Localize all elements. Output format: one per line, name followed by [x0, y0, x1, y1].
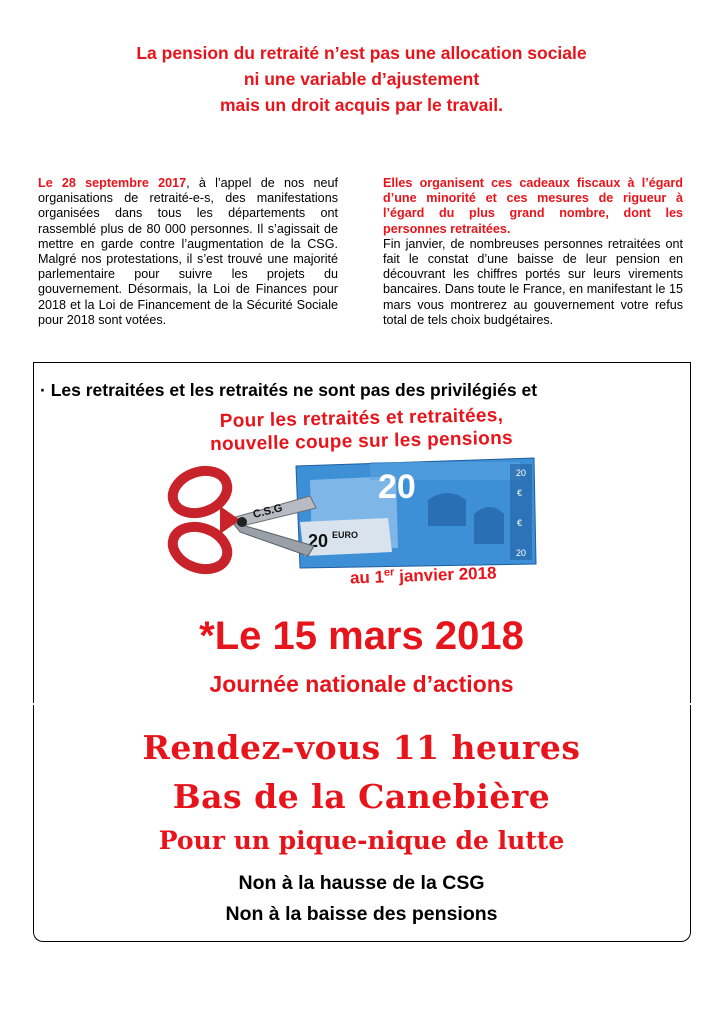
header-line-2: ni une variable d’ajustement: [243, 69, 480, 89]
banknote-cut-piece: [300, 518, 392, 556]
rendezvous-place: Bas de la Canebière: [172, 777, 551, 816]
banknote-big-value: 20: [378, 468, 416, 506]
header-line-1: La pension du retraité n’est pas une allocation sociale: [136, 43, 587, 63]
poster-title-line-2: nouvelle coupe sur les pensions: [209, 427, 514, 456]
right-column-text: [383, 176, 683, 328]
right-column-lead: Elles organisent ces cadeaux fiscaux à l’égard d’une minorité et ces mesures de rigueur à l’égard du plus grand nombre, dont les personnes retraitées.: [383, 176, 683, 236]
right-column-body: Fin janvier, de nombreuses personnes retraitées ont fait le constat d’une baisse de leur pension en découvrant les chiffres portés sur leurs virements bancaires. Dans toute le France, en manifestant le 15 mars vous montrerez au gouvernement votre refus total de tels choix budgétaires.: [383, 236, 683, 327]
rendezvous-purpose: Pour un pique-nique de lutte: [158, 826, 565, 855]
left-column-lead: Le 28 septembre 2017: [38, 176, 187, 190]
poster-intro: · Les retraitées et les retraités ne sont pas des privilégiés et: [40, 380, 538, 400]
page-header: [0, 40, 723, 118]
slogan-csg: Non à la hausse de la CSG: [238, 872, 485, 894]
scissors-label: C.S.G: [251, 502, 284, 521]
left-column-text: [38, 176, 338, 328]
banknote-small-value: 20: [308, 531, 329, 551]
header-line-3: mais un droit acquis par le travail.: [219, 95, 503, 115]
scissors-icon: [167, 464, 316, 576]
poster-date-prefix: au 1: [349, 567, 385, 588]
banknote-unit: EURO: [332, 530, 359, 540]
left-column-body: , à l’appel de nos neuf organisations de retraité-e-s, des manifestations organisées dans tous les départements ont rassemblé plus de 80 000 personnes. Il s’agissait de mettre en garde contre l’augmentation de la CSG. Malgré nos protestations, il s’est trouvé une majorité parlementaire pour suivre les projets du gouvernement. Désormais, la Loi de Finances pour 2018 et la Loi de Financement de la Sécurité Sociale pour 2018 sont votées.: [38, 176, 338, 327]
poster-date-sup: er: [383, 566, 395, 579]
banknote-corner-value-top: 20: [516, 468, 527, 478]
banknote-euro-sign-2: €: [517, 518, 523, 528]
rendezvous-time: Rendez-vous 11 heures: [142, 728, 581, 767]
event-subtitle: Journée nationale d’actions: [209, 671, 514, 697]
banknote-corner-value-bottom: 20: [516, 548, 527, 558]
poster-date-suffix: janvier 2018: [394, 563, 497, 587]
poster-title-line-1: Pour les retraités et retraitées,: [219, 405, 504, 432]
event-date: *Le 15 mars 2018: [199, 614, 524, 658]
banknote-euro-sign: €: [517, 488, 523, 498]
slogan-pensions: Non à la baisse des pensions: [225, 903, 498, 925]
